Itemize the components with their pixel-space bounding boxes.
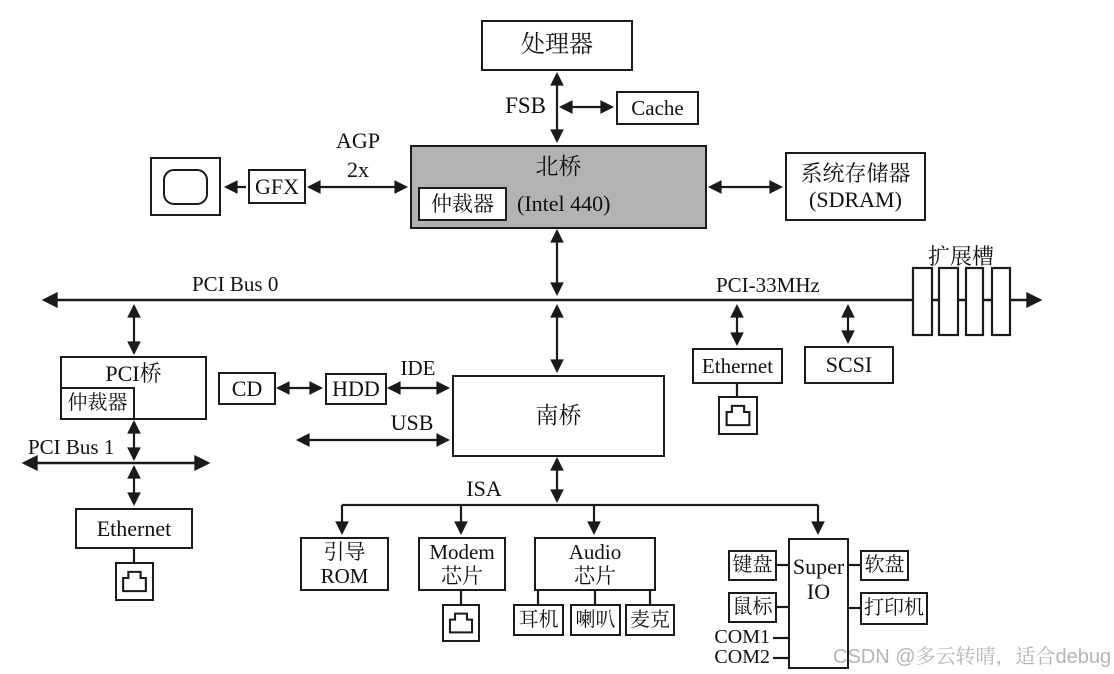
- audio-line2: 芯片: [574, 564, 616, 588]
- agp-label: AGP: [335, 128, 380, 153]
- ide-label: IDE: [400, 356, 436, 380]
- csdn-watermark: CSDN @多云转晴，适合debug: [833, 646, 1112, 668]
- northbridge-box: [410, 145, 707, 229]
- keyboard-box: 键盘: [728, 550, 777, 581]
- modem-line1: Modem: [429, 539, 495, 564]
- cd-box: CD: [218, 372, 276, 405]
- com1-label: COM1: [714, 626, 770, 648]
- audio-line1: Audio: [568, 539, 622, 564]
- headphone-box: 耳机: [513, 604, 564, 636]
- pci-bus1-label: PCI Bus 1: [28, 435, 115, 459]
- com2-label: COM2: [714, 646, 770, 668]
- sdram-box: [785, 152, 926, 221]
- modem-chip-box: [418, 537, 506, 591]
- boot-rom-line1: 引导: [323, 539, 366, 564]
- isa-label: ISA: [466, 476, 502, 501]
- rj45-jack-icon: [115, 562, 154, 601]
- monitor-icon: [150, 157, 221, 216]
- rj11-jack-icon: [442, 604, 480, 642]
- northbridge-title: 北桥: [535, 154, 582, 179]
- sdram-line2: (SDRAM): [809, 186, 902, 212]
- floppy-box: 软盘: [860, 550, 909, 581]
- northbridge-subtitle: (Intel 440): [517, 191, 611, 217]
- southbridge-box: 南桥: [452, 375, 665, 457]
- pci-slot-icons: [913, 268, 1010, 335]
- processor-box: 处理器: [481, 20, 633, 71]
- mouse-box: 鼠标: [728, 592, 777, 623]
- hdd-box: HDD: [325, 373, 387, 405]
- ethernet-bus1-box: Ethernet: [75, 508, 193, 549]
- gfx-box: GFX: [248, 169, 306, 204]
- modem-line2: 芯片: [441, 564, 483, 588]
- mic-box: 麦克: [625, 604, 675, 636]
- pci-33mhz-label: PCI-33MHz: [716, 273, 820, 297]
- expansion-slots-label: 扩展槽: [927, 244, 994, 269]
- northbridge-arbiter-box: 仲裁器: [418, 187, 507, 221]
- usb-label: USB: [390, 410, 434, 435]
- sdram-line1: 系统存储器: [800, 161, 911, 187]
- super-io-line2: IO: [806, 579, 831, 605]
- ethernet-pci-box: Ethernet: [692, 348, 783, 384]
- pci-bridge-box: [60, 356, 207, 420]
- printer-box: 打印机: [860, 592, 928, 625]
- monitor-screen: [163, 169, 208, 205]
- super-io-line1: Super: [792, 554, 845, 579]
- cache-box: Cache: [616, 91, 699, 125]
- audio-chip-box: [534, 537, 656, 591]
- speaker-box: 喇叭: [570, 604, 621, 636]
- agp-speed-label: 2x: [347, 157, 369, 182]
- pci-bus0-label: PCI Bus 0: [192, 272, 279, 296]
- scsi-box: SCSI: [804, 346, 894, 384]
- fsb-label: FSB: [505, 93, 546, 118]
- boot-rom-box: [300, 537, 389, 591]
- pci-bridge-arbiter-box: 仲裁器: [60, 387, 135, 420]
- rj45-jack-icon: [718, 396, 758, 435]
- pci-bridge-title: PCI桥: [105, 361, 162, 386]
- boot-rom-line2: ROM: [320, 564, 369, 588]
